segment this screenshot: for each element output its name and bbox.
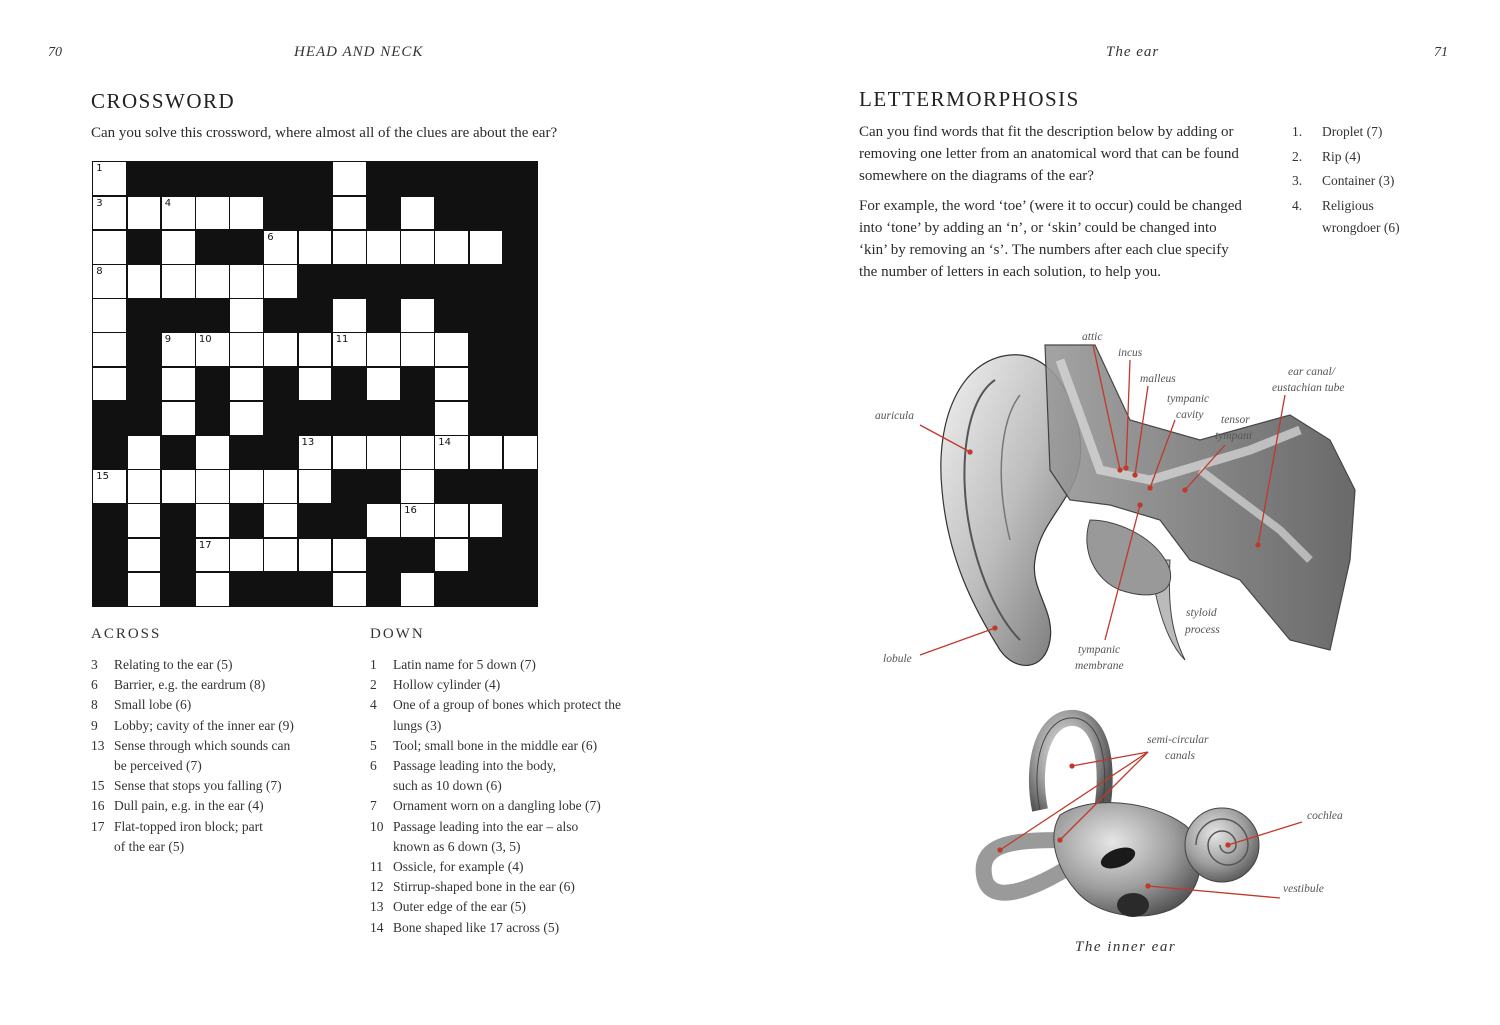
across-clue: 13 Sense through which sounds can be perceived (7) [91,737,291,774]
label-ear-canal-2: eustachian tube [1272,382,1345,394]
crossword-cell [93,231,126,264]
crossword-cell-number: 9 [164,334,172,346]
crossword-cell [196,573,229,606]
crossword-cell-number: 15 [96,471,110,483]
lettermorphosis-clues [1292,120,1442,239]
crossword-cell [93,333,126,366]
crossword-cell [333,231,366,264]
crossword-cell [128,539,161,572]
crossword-cell [333,539,366,572]
lettermorphosis-title: LETTERMORPHOSIS [859,87,1080,111]
crossword-cell [264,470,297,503]
label-lobule: lobule [883,653,912,665]
label-membrane-1: tympanic [1078,644,1121,656]
label-cochlea: cochlea [1307,810,1343,822]
crossword-cell [435,333,468,366]
crossword-cell [128,265,161,298]
crossword-cell [230,299,263,332]
crossword-cell [196,265,229,298]
crossword-cell [401,436,434,469]
crossword-cell-number: 16 [404,505,417,517]
crossword-grid [92,161,538,607]
crossword-cell [230,539,263,572]
crossword-cell-number: 10 [198,334,212,346]
crossword-cell [230,402,263,435]
crossword-cell [162,231,195,264]
crossword-cell [333,162,366,195]
crossword-cell [264,539,297,572]
across-clue: 15 Sense that stops you falling (7) [91,778,282,794]
outer-ear-diagram [860,320,1380,690]
crossword-cell [401,470,434,503]
crossword-cell [367,504,400,537]
crossword-cell [196,436,229,469]
label-tensor-2: tympani [1215,430,1253,442]
label-tympanic-cavity-2: cavity [1176,409,1204,421]
inner-ear-caption: The inner ear [1075,939,1177,955]
down-heading: DOWN [370,626,425,642]
crossword-cell [435,436,468,469]
crossword-cell [299,470,332,503]
crossword-cell [93,162,126,195]
crossword-intro: Can you solve this crossword, where almost all of the clues are about the ear? [91,125,558,141]
across-clue: 17 Flat-topped iron block; part of the ear (5) [91,818,263,854]
crossword-cell [196,504,229,537]
crossword-cell [401,231,434,264]
crossword-cell [128,573,161,606]
lettermorphosis-example: For example, the word ‘toe’ (were it to occur) could be changed into ‘tone’ by adding an ‘n’, or ‘skin’ could be changed into ‘kin’ by removing an ‘s’. The numbers after each clue specify the number of letters in each solution, to help you. [859,198,1242,280]
label-styloid-1: styloid [1186,607,1217,619]
crossword-cell-number: 8 [96,265,103,277]
crossword-cell [299,539,332,572]
crossword-cell [128,504,161,537]
crossword-cell [367,231,400,264]
crossword-cell [299,333,332,366]
crossword-cell-number: 13 [301,436,315,448]
crossword-cell [367,436,400,469]
crossword-cell [401,299,434,332]
crossword-cell [435,368,468,401]
crossword-title: CROSSWORD [91,89,236,113]
down-clues [370,655,635,938]
lettermorphosis-clue: 2. Rip (4) [1292,148,1361,164]
crossword-cell [162,470,195,503]
lettermorphosis-clue: 1. Droplet (7) [1292,124,1383,139]
crossword-cell-number: 11 [335,334,349,346]
crossword-cell-number: 17 [198,539,212,551]
crossword-cell-number: 4 [164,197,172,209]
crossword-cell [196,470,229,503]
crossword-cell [162,197,195,230]
label-vestibule: vestibule [1283,883,1324,895]
label-canals-1: semi-circular [1147,734,1209,746]
lettermorphosis-clue: 3. Container (3) [1292,173,1395,188]
label-membrane-2: membrane [1075,660,1124,672]
across-clue: 8 Small lobe (6) [91,697,192,713]
crossword-cell [162,265,195,298]
down-clue: 7 Ornament worn on a dangling lobe (7) [370,798,601,814]
down-clue: 6 Passage leading into the body, such as 10 down (6) [370,758,556,794]
crossword-cell [367,333,400,366]
crossword-cell [401,573,434,606]
crossword-cell [435,504,468,537]
label-incus: incus [1118,347,1143,359]
crossword-cell [93,265,126,298]
running-head-right: The ear [1106,44,1160,60]
across-clue: 16 Dull pain, e.g. in the ear (4) [91,798,264,814]
label-canals-2: canals [1165,750,1196,762]
crossword-cell [367,368,400,401]
inner-ear-diagram [960,705,1360,930]
crossword-cell [333,333,366,366]
crossword-cell [196,197,229,230]
across-clue: 6 Barrier, e.g. the eardrum (8) [91,677,266,693]
crossword-cell [333,299,366,332]
crossword-cell [435,231,468,264]
label-tympanic-cavity-1: tympanic [1167,393,1210,405]
crossword-cell [264,231,297,264]
label-styloid-2: process [1185,624,1220,636]
crossword-cell [333,436,366,469]
crossword-cell [230,333,263,366]
crossword-cell [162,402,195,435]
crossword-cell [264,265,297,298]
page-number-left: 70 [48,45,62,60]
crossword-cell [230,265,263,298]
label-auricula: auricula [875,410,914,422]
crossword-cell [470,231,503,264]
crossword-cell [230,368,263,401]
crossword-cell [93,368,126,401]
crossword-cell [401,504,434,537]
down-clue: 5 Tool; small bone in the middle ear (6) [370,737,598,753]
across-clues [91,655,326,857]
crossword-cell [299,231,332,264]
page-number-right: 71 [1434,45,1448,60]
crossword-cell [504,436,537,469]
crossword-cell [196,333,229,366]
label-ear-canal-1: ear canal/ [1288,366,1335,378]
down-clue: 2 Hollow cylinder (4) [370,677,501,693]
label-malleus: malleus [1140,373,1176,385]
lettermorphosis-clue: 4. Religious wrongdoer (6) [1292,197,1400,235]
down-clue: 14 Bone shaped like 17 across (5) [370,919,560,935]
across-clue: 9 Lobby; cavity of the inner ear (9) [91,717,294,733]
crossword-cell-number: 1 [96,163,103,175]
crossword-cell [401,333,434,366]
crossword-cell [333,197,366,230]
label-tensor-1: tensor [1221,414,1250,426]
down-clue: 12 Stirrup-shaped bone in the ear (6) [370,879,575,895]
crossword-cell-number: 6 [267,231,274,243]
crossword-cell [128,197,161,230]
across-heading: ACROSS [91,626,162,642]
crossword-cell [401,197,434,230]
down-clue: 13 Outer edge of the ear (5) [370,899,527,915]
label-attic: attic [1082,331,1103,343]
crossword-cell [333,573,366,606]
crossword-cell [299,368,332,401]
running-head-left: HEAD AND NECK [294,44,424,60]
crossword-cell [470,504,503,537]
crossword-cell [162,368,195,401]
crossword-cell [196,539,229,572]
lettermorphosis-intro: Can you find words that fit the description below by adding or removing one letter from an anatomical word that can be found somewhere on the diagrams of the ear? [859,124,1239,184]
down-clue: 11 Ossicle, for example (4) [370,859,524,875]
across-clue: 3 Relating to the ear (5) [91,657,233,672]
crossword-cell [299,436,332,469]
crossword-cell-number: 3 [96,197,103,209]
crossword-cell [264,333,297,366]
crossword-cell [230,197,263,230]
crossword-cell [435,402,468,435]
crossword-cell [128,436,161,469]
down-clue: 1 Latin name for 5 down (7) [370,657,536,672]
crossword-cell [470,436,503,469]
crossword-cell [230,470,263,503]
crossword-cell [264,504,297,537]
down-clue: 4 One of a group of bones which protect the lungs (3) [370,697,621,733]
down-clue: 10 Passage leading into the ear – also known as 6 down (3, 5) [370,818,579,854]
crossword-cell [93,470,126,503]
crossword-cell [93,299,126,332]
crossword-cell-number: 14 [438,436,452,448]
crossword-cell [162,333,195,366]
crossword-cell [128,470,161,503]
crossword-cell [93,197,126,230]
crossword-cell [435,539,468,572]
